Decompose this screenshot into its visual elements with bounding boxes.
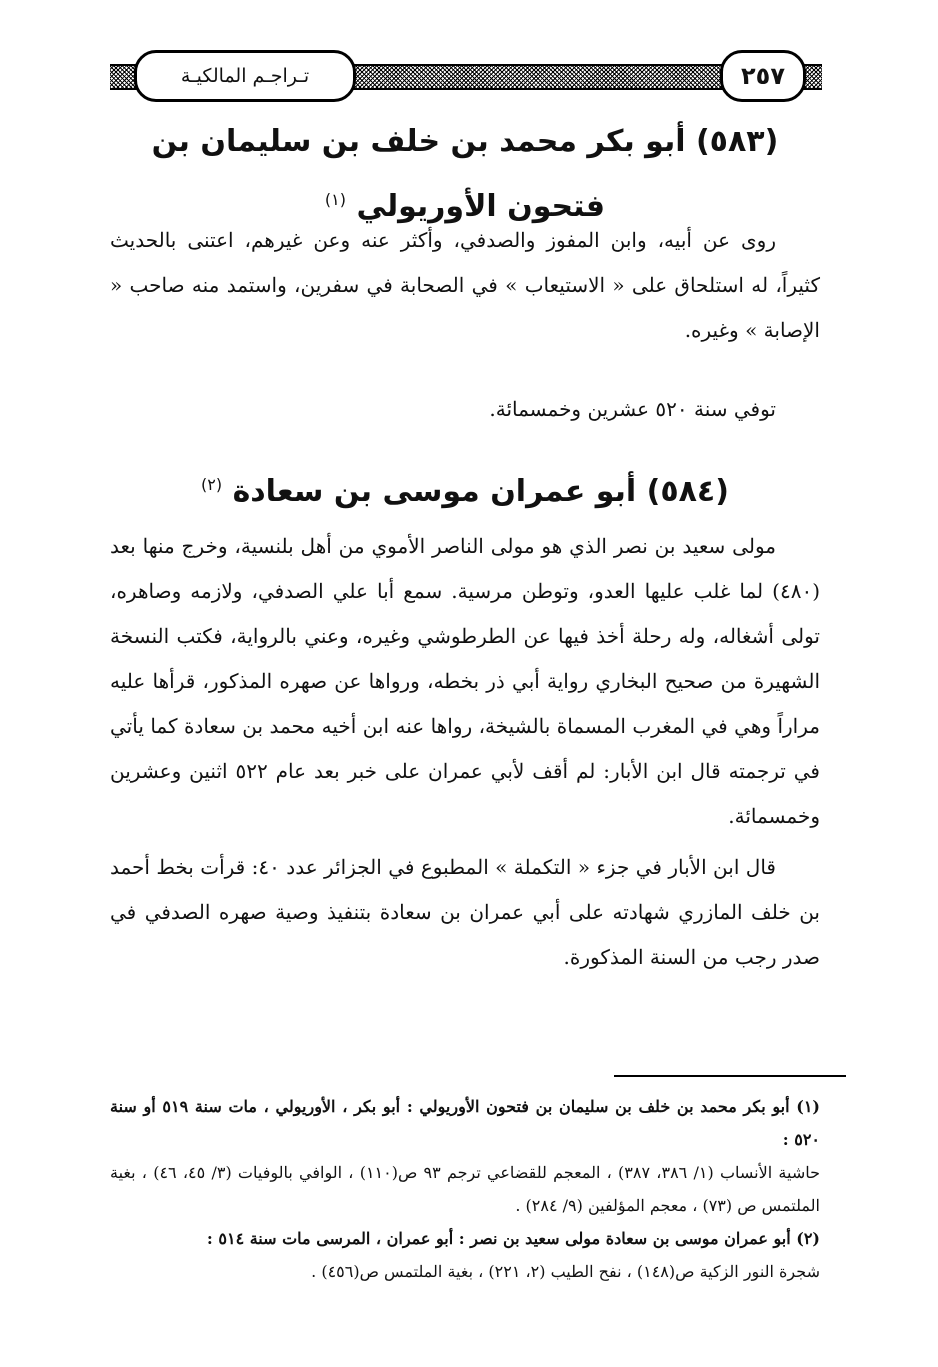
entry-heading-584 <box>110 456 820 521</box>
footnote-1-head: (١) أبو بكر محمد بن خلف بن سليمان بن فتحون الأوريولي : أبو بكر ، الأوريولي ، مات سنة ٥١٩ أو سنة ٥٢٠ : <box>110 1097 820 1149</box>
entry-584-paragraph-1: مولى سعيد بن نصر الذي هو مولى الناصر الأموي من أهل بلنسية، وخرج منها بعد (٤٨٠) لما غلب عليها العدو، وتوطن مرسية. سمع أبا علي الصدفي، ولازمه وصاهره، تولى أشغاله، وله رحلة أخذ فيها عن الطرطوشي وغيره، وعني بالرواية، فكتب النسخة الشهيرة من صحيح البخاري رواية أبي ذر بخطه، ورواها عن صهره المذكور، قرأها عليه مراراً وهي في المغرب المسماة بالشيخة، رواها عنه ابن أخيه محمد بن سعادة كما يأتي في ترجمته قال ابن الأبار: لم أقف لأبي عمران على خبر بعد عام ٥٢٢ اثنين وعشرين وخمسمائة. <box>110 534 820 828</box>
entry-583-paragraph-1: روى عن أبيه، وابن المفوز والصدفي، وأكثر عنه وعن غيرهم، اعتنى بالحديث كثيراً، له استلحاق على « الاستيعاب » في الصحابة في سفرين، واستمد منه صاحب « الإصابة » وغيره. <box>110 228 820 342</box>
footnote-2-head: (٢) أبو عمران موسى بن سعادة مولى سعيد بن نصر : أبو عمران ، المرسى مات سنة ٥١٤ : <box>206 1229 820 1248</box>
footnote-marker-1: (١) <box>324 190 347 209</box>
footnote-separator <box>614 1075 846 1077</box>
page-number-text: ٢٥٧ <box>741 62 785 90</box>
footnote-marker-2: (٢) <box>201 475 223 494</box>
running-title <box>134 50 356 102</box>
footnote-2-body: شجرة النور الزكية ص(١٤٨) ، نفح الطيب (٢، ٢٢١) ، بغية الملتمس ص(٤٥٦) . <box>311 1262 820 1281</box>
entry-heading-584-text: (٥٨٤) أبو عمران موسى بن سعادة <box>232 474 729 509</box>
entry-heading-583-line2-text: فتحون الأوريولي <box>356 189 606 224</box>
footnote-1-body: حاشية الأنساب (١/ ٣٨٦، ٣٨٧) ، المعجم للقضاعي ترجم ٩٣ ص(١١٠) ، الوافي بالوفيات (٣/ ٤٥، ٤٦) ، بغية الملتمس ص (٧٣) ، معجم المؤلفين (٩/ ٢٨٤) . <box>110 1163 821 1215</box>
footnotes <box>110 1090 820 1288</box>
entry-583-paragraph-2: توفي سنة ٥٢٠ عشرين وخمسمائة. <box>489 397 776 421</box>
page-header <box>110 48 822 100</box>
entry-heading-584-line1 <box>110 456 820 521</box>
entry-heading-583-line1: (٥٨٣) أبو بكر محمد بن خلف بن سليمان بن <box>151 124 779 159</box>
running-title-text: تـراجـم المالكيـة <box>180 65 310 87</box>
entry-584-paragraph-2: قال ابن الأبار في جزء « التكملة » المطبوع في الجزائر عدد ٤٠: قرأت بخط أحمد بن خلف المازري شهادته على أبي عمران بن سعادة بتنفيذ وصية صهره الصدفي في صدر رجب من السنة المذكورة. <box>110 855 820 969</box>
page-number <box>720 50 806 102</box>
